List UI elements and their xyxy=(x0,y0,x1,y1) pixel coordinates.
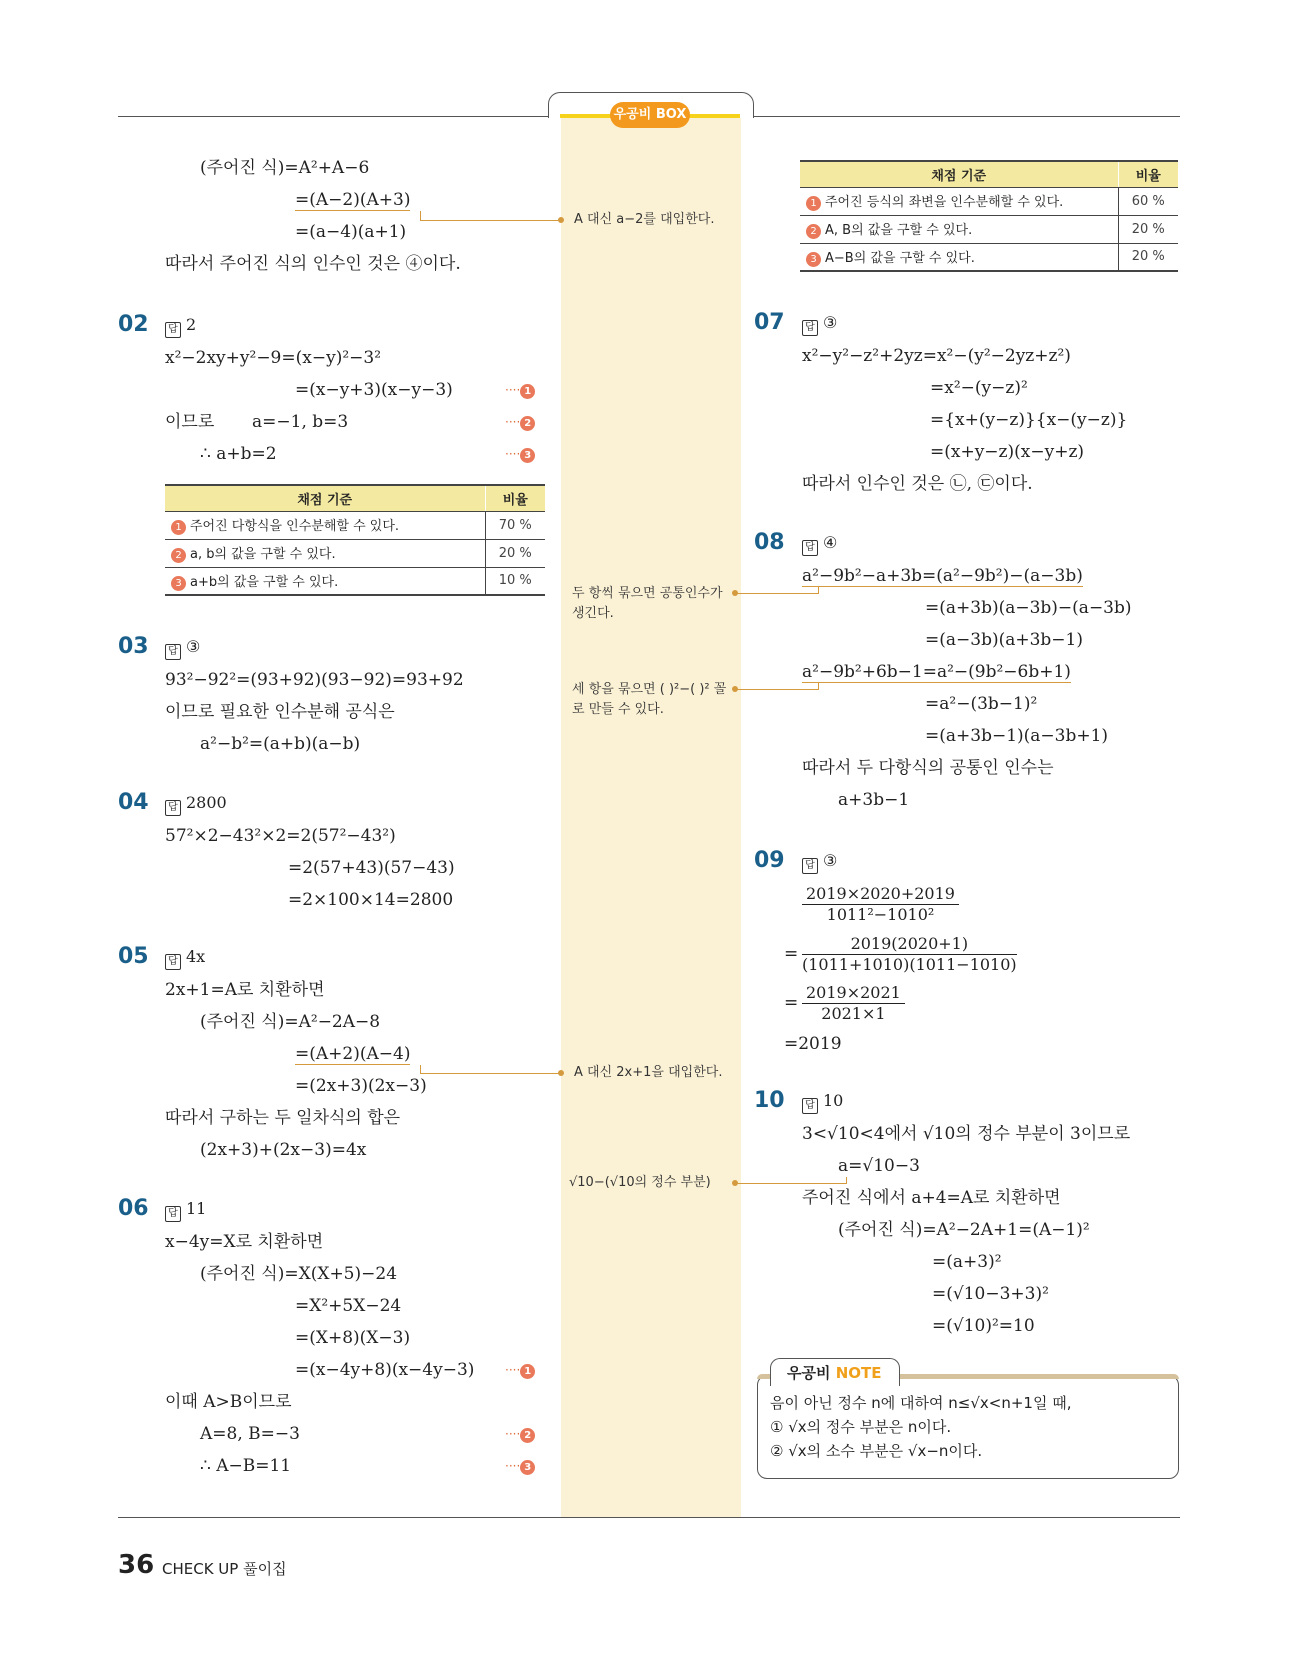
note-title-b: NOTE xyxy=(835,1364,882,1382)
leader-1v xyxy=(420,211,421,220)
answer-icon: 답 xyxy=(802,858,818,874)
p10-line3: 주어진 식에서 a+4=A로 치환하면 xyxy=(802,1188,1061,1208)
p07-line1: x²−y²−z²+2yz=x²−(y²−2yz+z²) xyxy=(802,346,1071,366)
p09-fraction-2 xyxy=(802,934,1017,975)
table-cell-ratio: 20 % xyxy=(1118,215,1178,243)
fraction-denominator: 2021×1 xyxy=(821,1004,886,1023)
p07-line3: ={x+(y−z)}{x−(y−z)} xyxy=(930,410,1128,430)
p06-line4: =(X+8)(X−3) xyxy=(295,1328,411,1348)
answer-05: 답 4x xyxy=(165,946,205,970)
p10-line1: 3<√10<4에서 √10의 정수 부분이 3이므로 xyxy=(802,1124,1131,1144)
p09-eq-1: = xyxy=(784,944,799,964)
p02-line2: =(x−y+3)(x−y−3) xyxy=(295,380,453,400)
step-marker-3: ···· 3 xyxy=(505,1459,535,1475)
side-note-2: 두 항씩 묶으면 공통인수가 생긴다. xyxy=(572,586,723,621)
table-header-criteria: 채점 기준 xyxy=(165,485,485,511)
bottom-rule xyxy=(118,1517,1180,1518)
leader-4 xyxy=(420,1073,562,1074)
table-row: 1 주어진 등식의 좌변을 인수분해할 수 있다. xyxy=(800,187,1118,215)
table-row: 1 주어진 다항식을 인수분해할 수 있다. xyxy=(165,511,485,539)
answer-04: 답 2800 xyxy=(165,792,227,816)
fraction-numerator: 2019×2021 xyxy=(802,983,905,1004)
p06-line6: 이때 A>B이므로 xyxy=(165,1392,292,1412)
table-header-criteria: 채점 기준 xyxy=(800,161,1118,187)
p08-line7: 따라서 두 다항식의 공통인 인수는 xyxy=(802,758,1054,778)
p10-line2: a=√10−3 xyxy=(838,1156,920,1176)
p03-line3: a²−b²=(a+b)(a−b) xyxy=(200,734,361,754)
p07-line5: 따라서 인수인 것은 ㉡, ㉢이다. xyxy=(802,474,1033,494)
p08-line2: =(a+3b)(a−3b)−(a−3b) xyxy=(925,598,1132,618)
p09-fraction-3 xyxy=(802,983,905,1024)
p02-line3b: a=−1, b=3 xyxy=(252,412,349,432)
leader-3 xyxy=(737,689,819,690)
step-marker-1: ···· 1 xyxy=(505,383,535,399)
table-row: 3 A−B의 값을 구할 수 있다. xyxy=(800,243,1118,271)
answer-02-value: 2 xyxy=(186,315,197,334)
answer-icon: 답 xyxy=(802,320,818,336)
step-marker-2: ···· 2 xyxy=(505,415,535,431)
side-note-5: √10−(√10의 정수 부분) xyxy=(569,1175,711,1190)
leader-2-dot xyxy=(732,590,738,596)
p08-line6: =(a+3b−1)(a−3b+1) xyxy=(925,726,1109,746)
leader-2 xyxy=(737,593,819,594)
scoring-table-06 xyxy=(800,160,1178,272)
note-line2: ① √x의 정수 부분은 n이다. xyxy=(770,1418,952,1436)
table-cell-ratio: 70 % xyxy=(485,511,545,539)
fraction-denominator: (1011+1010)(1011−1010) xyxy=(802,955,1017,974)
p06-line1: x−4y=X로 치환하면 xyxy=(165,1232,324,1252)
scoring-table-02 xyxy=(165,484,545,596)
table-row: 3 a+b의 값을 구할 수 있다. xyxy=(165,567,485,595)
leader-3-dot xyxy=(732,686,738,692)
p01-line2 xyxy=(295,189,410,211)
answer-10: 답 10 xyxy=(802,1090,843,1114)
box-badge: 우공비 BOX xyxy=(610,102,690,128)
answer-icon: 답 xyxy=(165,644,181,660)
p03-line1: 93²−92²=(93+92)(93−92)=93+92 xyxy=(165,670,464,690)
p08-line3: =(a−3b)(a+3b−1) xyxy=(925,630,1083,650)
problem-number-07: 07 xyxy=(754,310,785,335)
p01-line1: (주어진 식)=A²+A−6 xyxy=(200,158,370,178)
step-marker-1: ···· 1 xyxy=(505,1363,535,1379)
answer-icon: 답 xyxy=(165,1206,181,1222)
p07-line4: =(x+y−z)(x−y+z) xyxy=(930,442,1085,462)
leader-5-dot xyxy=(732,1180,738,1186)
answer-icon: 답 xyxy=(165,800,181,816)
leader-1 xyxy=(420,220,562,221)
fraction-numerator: 2019(2020+1) xyxy=(802,934,1017,955)
table-row: 2 a, b의 값을 구할 수 있다. xyxy=(165,539,485,567)
p06-line3: =X²+5X−24 xyxy=(295,1296,402,1316)
answer-icon: 답 xyxy=(165,322,181,338)
p06-line5: =(x−4y+8)(x−4y−3) xyxy=(295,1360,475,1380)
p10-line6: =(√10−3+3)² xyxy=(932,1284,1049,1304)
table-header-ratio: 비율 xyxy=(485,485,545,511)
leader-4-dot xyxy=(558,1070,564,1076)
p06-line8: ∴ A−B=11 xyxy=(200,1456,292,1476)
fraction-numerator: 2019×2020+2019 xyxy=(802,884,959,905)
side-note-1: A 대신 a−2를 대입한다. xyxy=(574,212,715,227)
leader-4v xyxy=(420,1065,421,1073)
p05-line1: 2x+1=A로 치환하면 xyxy=(165,980,325,1000)
answer-07: 답 ③ xyxy=(802,312,837,336)
p09-fraction-1 xyxy=(802,884,959,925)
step-marker-3: ···· 3 xyxy=(505,447,535,463)
p04-line2: =2(57+43)(57−43) xyxy=(288,858,455,878)
answer-06: 답 11 xyxy=(165,1198,206,1222)
problem-number-06: 06 xyxy=(118,1196,149,1221)
answer-08: 답 ④ xyxy=(802,532,837,556)
answer-03: 답 ③ xyxy=(165,636,200,660)
table-cell-ratio: 20 % xyxy=(1118,243,1178,271)
leader-5 xyxy=(737,1183,847,1184)
table-header-ratio: 비율 xyxy=(1118,161,1178,187)
p05-line5: 따라서 구하는 두 일차식의 합은 xyxy=(165,1108,401,1128)
p04-line1: 57²×2−43²×2=2(57²−43²) xyxy=(165,826,396,846)
p01-line2-text: =(A−2)(A+3) xyxy=(295,190,411,210)
side-note-column xyxy=(561,117,741,1517)
p07-line2: =x²−(y−z)² xyxy=(930,378,1028,398)
table-cell-ratio: 10 % xyxy=(485,567,545,595)
leader-1-dot xyxy=(558,217,564,223)
p06-line2: (주어진 식)=X(X+5)−24 xyxy=(200,1264,398,1284)
table-row: 2 A, B의 값을 구할 수 있다. xyxy=(800,215,1118,243)
answer-09: 답 ③ xyxy=(802,850,837,874)
answer-02 xyxy=(165,314,196,338)
note-line1: 음이 아닌 정수 n에 대하여 n≤√x<n+1일 때, xyxy=(770,1394,1072,1412)
p01-line3: =(a−4)(a+1) xyxy=(295,222,407,242)
p08-line4: a²−9b²+6b−1=a²−(9b²−6b+1) xyxy=(802,662,1071,682)
p04-line3: =2×100×14=2800 xyxy=(288,890,454,910)
p05-line3: =(A+2)(A−4) xyxy=(295,1044,411,1064)
page-number: 36 xyxy=(118,1550,155,1580)
table-cell-ratio: 20 % xyxy=(485,539,545,567)
side-note-4: A 대신 2x+1을 대입한다. xyxy=(574,1065,723,1080)
problem-number-08: 08 xyxy=(754,530,785,555)
problem-number-03: 03 xyxy=(118,634,149,659)
p03-line2: 이므로 필요한 인수분해 공식은 xyxy=(165,702,395,722)
p05-line4: =(2x+3)(2x−3) xyxy=(295,1076,427,1096)
p09-last: =2019 xyxy=(784,1034,842,1054)
p01-line4: 따라서 주어진 식의 인수인 것은 ④이다. xyxy=(165,254,461,274)
answer-icon: 답 xyxy=(802,1098,818,1114)
note-title-a: 우공비 xyxy=(787,1364,836,1382)
problem-number-05: 05 xyxy=(118,944,149,969)
table-cell-ratio: 60 % xyxy=(1118,187,1178,215)
fraction-denominator: 1011²−1010² xyxy=(826,905,935,924)
p02-line3a: 이므로 xyxy=(165,412,215,432)
p05-line6: (2x+3)+(2x−3)=4x xyxy=(200,1140,367,1160)
problem-number-02: 02 xyxy=(118,312,149,337)
p10-line7: =(√10)²=10 xyxy=(932,1316,1035,1336)
note-line3: ② √x의 소수 부분은 √x−n이다. xyxy=(770,1442,983,1460)
answer-icon: 답 xyxy=(802,540,818,556)
p08-line1: a²−9b²−a+3b=(a²−9b²)−(a−3b) xyxy=(802,566,1083,586)
answer-icon: 답 xyxy=(165,954,181,970)
p10-line4: (주어진 식)=A²−2A+1=(A−1)² xyxy=(838,1220,1090,1240)
p02-line4: ∴ a+b=2 xyxy=(200,444,277,464)
page-label: CHECK UP 풀이집 xyxy=(162,1560,287,1578)
p05-line2: (주어진 식)=A²−2A−8 xyxy=(200,1012,381,1032)
problem-number-09: 09 xyxy=(754,848,785,873)
side-note-3: 세 항을 묶으면 ( )²−( )² 꼴로 만들 수 있다. xyxy=(572,682,727,717)
problem-number-04: 04 xyxy=(118,790,149,815)
p10-line5: =(a+3)² xyxy=(932,1252,1002,1272)
p06-line7: A=8, B=−3 xyxy=(200,1424,300,1444)
note-title xyxy=(770,1358,900,1386)
step-marker-2: ···· 2 xyxy=(505,1427,535,1443)
p02-line1: x²−2xy+y²−9=(x−y)²−3² xyxy=(165,348,382,368)
p08-line5: =a²−(3b−1)² xyxy=(925,694,1038,714)
p08-line8: a+3b−1 xyxy=(838,790,910,810)
p09-eq-2: = xyxy=(784,993,799,1013)
problem-number-10: 10 xyxy=(754,1088,785,1113)
